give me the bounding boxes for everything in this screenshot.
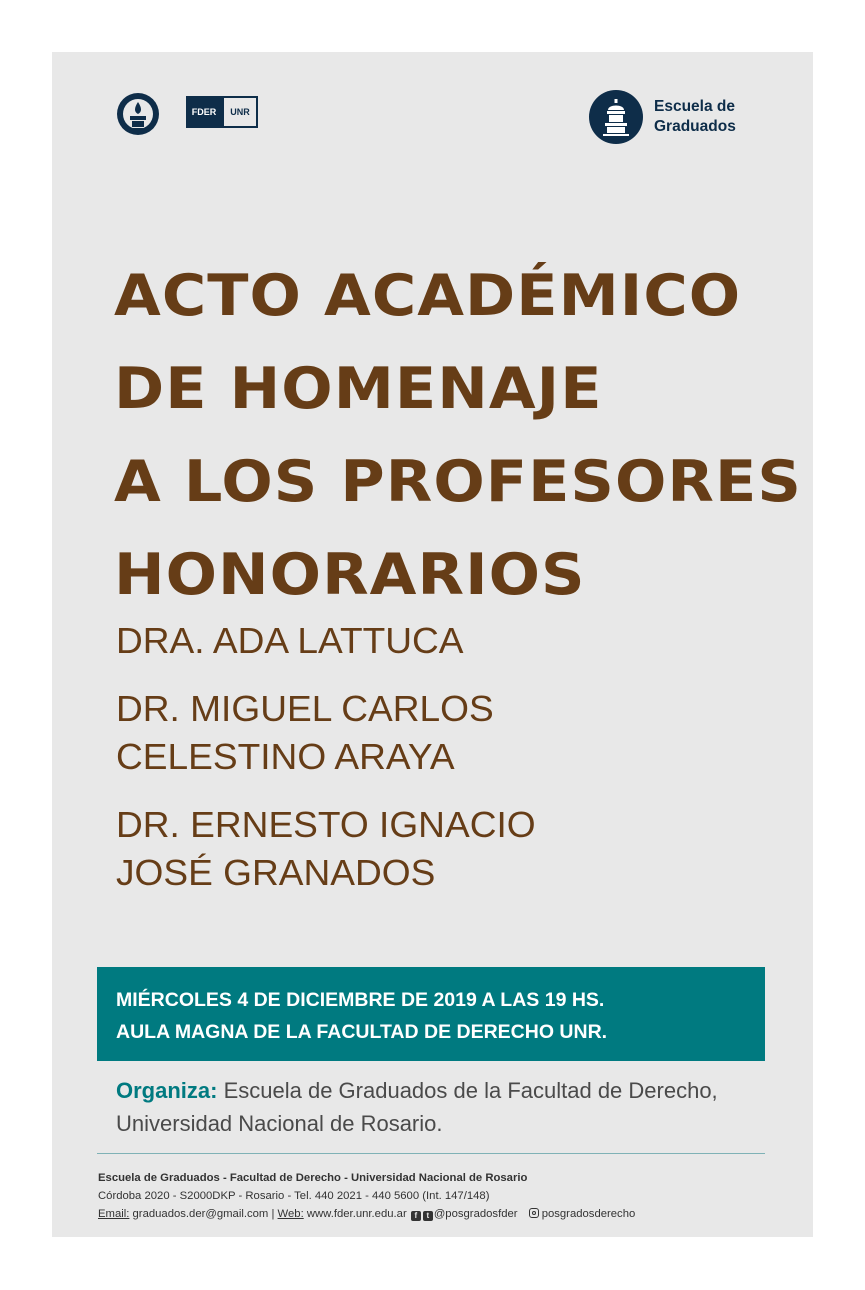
poster xyxy=(52,52,813,1237)
escuela-graduados-logo xyxy=(589,90,736,144)
instagram-icon[interactable] xyxy=(529,1208,539,1218)
social-handle[interactable]: @posgradosfder xyxy=(433,1208,518,1220)
school-name xyxy=(654,97,736,137)
email-label: Email: xyxy=(98,1208,130,1220)
facebook-icon[interactable]: f xyxy=(411,1211,421,1221)
organizer-text-line1: Escuela de Graduados de la Facultad de Derecho, xyxy=(217,1078,718,1103)
web-label: Web: xyxy=(277,1208,304,1220)
footer-address: Córdoba 2020 - S2000DKP - Rosario - Tel. 440 2021 - 440 5600 (Int. 147/148) xyxy=(98,1190,490,1202)
footer-institution: Escuela de Graduados - Facultad de Derecho - Universidad Nacional de Rosario xyxy=(98,1172,528,1184)
organizer-text-line2: Universidad Nacional de Rosario. xyxy=(116,1111,443,1136)
event-title xyxy=(114,250,802,622)
twitter-icon[interactable]: t xyxy=(423,1211,433,1221)
title-line-2: DE HOMENAJE xyxy=(114,356,603,422)
honoree-granados xyxy=(116,801,796,897)
title-line-3: A LOS PROFESORES xyxy=(114,449,802,515)
fder-logo-label: FDER xyxy=(186,96,222,128)
footer-divider xyxy=(97,1153,765,1154)
school-name-line1: Escuela de xyxy=(654,98,735,115)
organizer-label: Organiza: xyxy=(116,1078,218,1103)
honoree-line: DR. MIGUEL CARLOS xyxy=(116,688,494,729)
event-date: MIÉRCOLES 4 DE DICIEMBRE DE 2019 A LAS 19 HS. xyxy=(116,989,605,1011)
honoree-line: DR. ERNESTO IGNACIO xyxy=(116,804,536,845)
honoree-line: DRA. ADA LATTUCA xyxy=(116,620,464,661)
unr-seal-icon xyxy=(116,92,160,138)
website-link[interactable]: www.fder.unr.edu.ar xyxy=(303,1208,410,1220)
school-name-line2: Graduados xyxy=(654,118,736,135)
organizer-info xyxy=(116,1074,766,1140)
honoree-lattuca xyxy=(116,617,796,665)
honoree-araya xyxy=(116,685,796,781)
event-place: AULA MAGNA DE LA FACULTAD DE DERECHO UNR. xyxy=(116,1021,608,1043)
title-line-1: ACTO ACADÉMICO xyxy=(114,263,742,329)
honoree-line: CELESTINO ARAYA xyxy=(116,736,455,777)
building-dome-icon xyxy=(589,90,643,144)
unr-logo-label: UNR xyxy=(222,96,258,128)
fder-unr-logo xyxy=(186,96,258,128)
title-line-4: HONORARIOS xyxy=(114,542,586,608)
footer-contact xyxy=(98,1205,778,1223)
footer xyxy=(98,1169,778,1223)
honoree-line: JOSÉ GRANADOS xyxy=(116,852,436,893)
honorees-list xyxy=(116,617,796,917)
email-address[interactable]: graduados.der@gmail.com | xyxy=(129,1208,278,1220)
event-details-banner xyxy=(97,967,765,1061)
instagram-handle[interactable]: posgradosderecho xyxy=(541,1208,636,1220)
